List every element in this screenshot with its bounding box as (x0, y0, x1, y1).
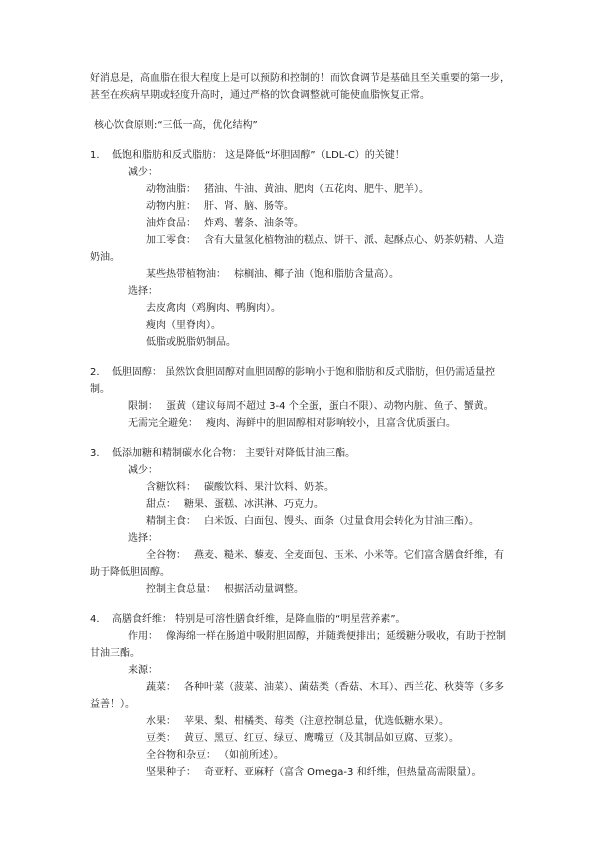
choose-label: 选择： (128, 286, 158, 297)
reduce-item: 油炸食品： 炸鸡、薯条、油条等。 (146, 218, 304, 229)
section-3-heading (90, 445, 510, 462)
source-item: 坚果种子： 奇亚籽、亚麻籽（富含 Omega-3 和纤维，但热量高需限量）。 (146, 767, 482, 778)
reduce-item: 动物内脏： 肝、肾、脑、肠等。 (146, 201, 294, 212)
reduce-item: 精制主食： 白米饭、白面包、馒头、面条（过量食用会转化为甘油三酯）。 (146, 516, 479, 527)
section-title: 低添加糖和精制碳水化合物： 主要针对降低甘油三酯。 (112, 448, 356, 459)
reduce-item: 某些热带植物油： 棕榈油、椰子油（饱和脂肪含量高）。 (146, 269, 399, 280)
section-number: 3. (90, 448, 100, 459)
source-item: 蔬菜： 各种叶菜（菠菜、油菜）、菌菇类（香菇、木耳）、西兰花、秋葵等（多多益善！）。 (90, 682, 504, 710)
reduce-item: 含糖饮料： 碳酸饮料、果汁饮料、奶茶。 (146, 482, 334, 493)
intro-paragraph: 好消息是，高血脂在很大程度上是可以预防和控制的！而饮食调节是基础且至关重要的第一步，甚至在疾病早期或轻度升高时，通过严格的饮食调整就可能使血脂恢复正常。 (90, 73, 510, 101)
source-item: 水果： 苹果、梨、柑橘类、莓类（注意控制总量，优选低糖水果）。 (146, 716, 449, 727)
choose-item: 去皮禽肉（鸡胸肉、鸭胸肉）。 (146, 303, 281, 314)
no-avoid-item: 无需完全避免： 瘦肉、海鲜中的胆固醇相对影响较小，且富含优质蛋白。 (128, 418, 456, 429)
choose-item: 控制主食总量： 根据活动量调整。 (146, 584, 304, 595)
section-title: 高膳食纤维： 特别是可溶性膳食纤维，是降血脂的“明星营养素”。 (112, 614, 406, 625)
section-title: 低饱和脂肪和反式脂肪： 这是降低“坏胆固醇”（LDL-C）的关键！ (112, 150, 405, 161)
section-number: 4. (90, 614, 100, 625)
section-2-heading (90, 364, 510, 398)
reduce-item: 甜点： 糖果、蛋糕、冰淇淋、巧克力。 (146, 499, 324, 510)
section-number: 1. (90, 150, 100, 161)
source-item: 豆类： 黄豆、黑豆、红豆、绿豆、鹰嘴豆（及其制品如豆腐、豆浆）。 (146, 733, 459, 744)
section-4-heading (90, 611, 510, 628)
principle-heading: 核心饮食原则:“三低一高，优化结构” (94, 120, 258, 131)
choose-item: 瘦肉（里脊肉）。 (146, 320, 221, 331)
reduce-item: 加工零食： 含有大量氢化植物油的糕点、饼干、派、起酥点心、奶茶奶精、人造奶油。 (90, 235, 504, 263)
choose-item: 全谷物： 燕麦、糙米、藜麦、全麦面包、玉米、小米等。它们富含膳食纤维，有助于降低胆固醇。 (90, 550, 504, 578)
source-label: 来源： (128, 665, 158, 676)
reduce-label: 减少： (128, 167, 158, 178)
source-item: 全谷物和杂豆： （如前所述）。 (146, 750, 284, 761)
section-title: 低胆固醇： 虽然饮食胆固醇对血胆固醇的影响小于饱和脂肪和反式脂肪，但仍需适量控制。 (90, 367, 496, 395)
reduce-label: 减少： (128, 465, 158, 476)
document-body (90, 70, 510, 781)
choose-item: 低脂或脱脂奶制品。 (146, 337, 236, 348)
section-1-heading (90, 147, 510, 164)
limit-item: 限制： 蛋黄（建议每周不超过 3-4 个全蛋，蛋白不限）、动物内脏、鱼子、蟹黄。 (128, 401, 494, 412)
reduce-item: 动物油脂： 猪油、牛油、黄油、肥肉（五花肉、肥牛、肥羊）。 (146, 184, 429, 195)
section-number: 2. (90, 367, 100, 378)
choose-label: 选择： (128, 533, 158, 544)
effect-item: 作用： 像海绵一样在肠道中吸附胆固醇，并随粪便排出；延缓糖分吸收，有助于控制甘油三酯。 (90, 631, 506, 659)
